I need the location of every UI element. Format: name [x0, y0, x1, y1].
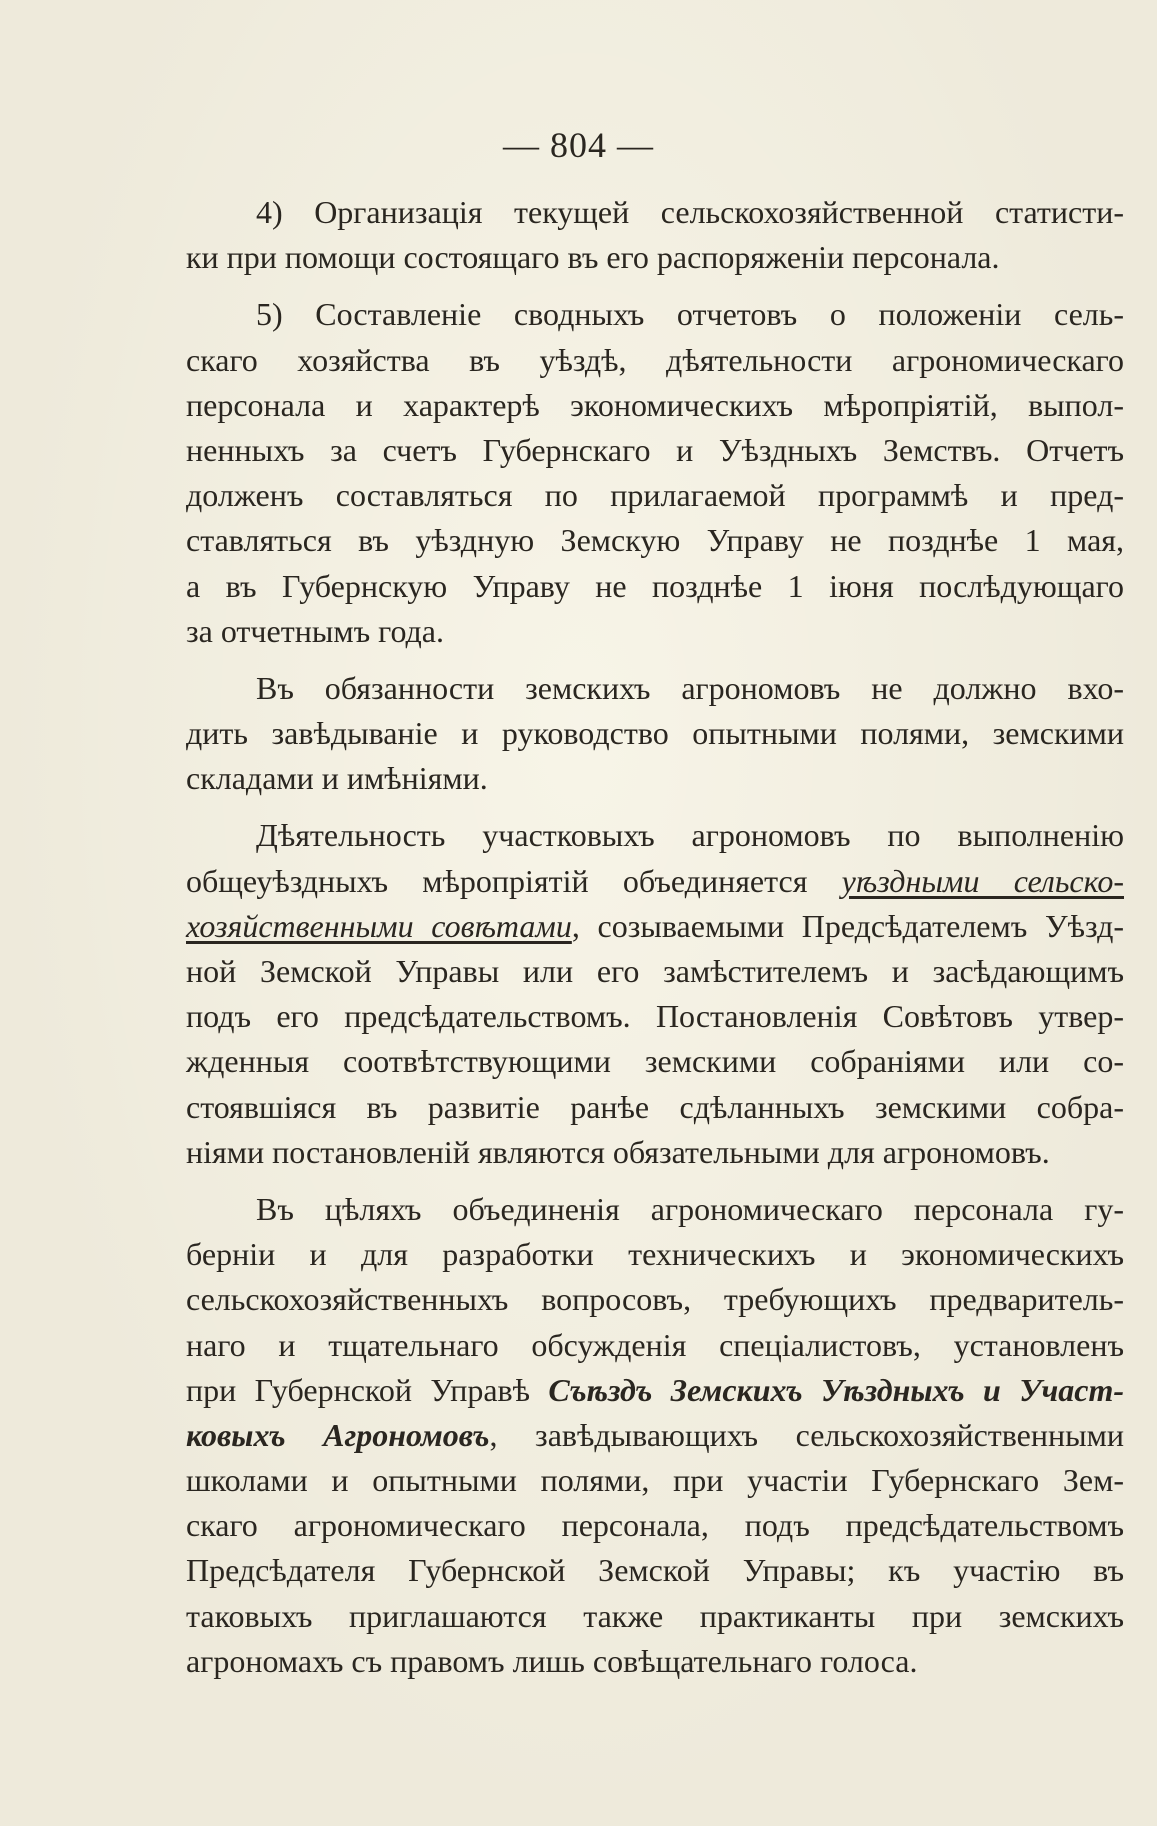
text-line: Дѣятельность участковыхъ агрономовъ по выполненію [256, 817, 1124, 854]
paragraph-congress [186, 1187, 1124, 1684]
body-text [186, 190, 1124, 1684]
page-number: — 804 — [503, 125, 654, 165]
text-line: школами и опытными полями, при участіи Губернскаго Зем- [186, 1462, 1124, 1499]
text-line: скаго агрономическаго персонала, подъ предсѣдательствомъ [186, 1507, 1124, 1544]
text-line: ной Земской Управы или его замѣстителемъ и засѣдающимъ [186, 953, 1124, 989]
text-line: хозяйственными совѣтами, созываемыми Предсѣдателемъ Уѣзд- [186, 907, 1124, 944]
paragraph-item-4 [186, 190, 1124, 280]
paragraph-duties [186, 666, 1124, 802]
text-line: Предсѣдателя Губернской Земской Управы; къ участію въ [186, 1552, 1124, 1589]
emphasized-term: ковыхъ Агрономовъ [186, 1416, 490, 1453]
text-line: складами и имѣніями. [186, 760, 488, 797]
text-line: таковыхъ приглашаются также практиканты при земскихъ [186, 1597, 1124, 1634]
text-line: дить завѣдываніе и руководство опытными полями, земскими [186, 715, 1124, 752]
emphasized-term: Съѣздъ Земскихъ Уѣздныхъ и Участ- [548, 1371, 1125, 1408]
text-line: при Губернской Управѣ Съѣздъ Земскихъ Уѣздныхъ и Участ- [186, 1371, 1125, 1408]
text-line: 5) Составленіе сводныхъ отчетовъ о положеніи сель- [256, 296, 1124, 333]
text-line: долженъ составляться по прилагаемой программѣ и пред- [186, 477, 1124, 514]
text-line: жденныя соотвѣтствующими земскими собраніями или со- [186, 1043, 1124, 1080]
text-line: ки при помощи состоящаго въ его распоряженіи персонала. [186, 239, 1000, 276]
text-line: Въ цѣляхъ объединенія агрономическаго персонала гу- [256, 1190, 1124, 1227]
text-line: агрономахъ съ правомъ лишь совѣщательнаго голоса. [186, 1642, 918, 1679]
text-line: сельскохозяйственныхъ вопросовъ, требующихъ предваритель- [186, 1281, 1124, 1318]
paragraph-councils [186, 813, 1124, 1175]
text-line: ненныхъ за счетъ Губернскаго и Уѣздныхъ Земствъ. Отчетъ [186, 431, 1124, 468]
text-line: наго и тщательнаго обсужденія спеціалистовъ, установленъ [186, 1326, 1124, 1363]
text-line: ставляться въ уѣздную Земскую Управу не позднѣе 1 мая, [186, 522, 1124, 559]
text-line: ковыхъ Агрономовъ, завѣдывающихъ сельскохозяйственными [186, 1416, 1124, 1453]
text-line: берніи и для разработки техническихъ и экономическихъ [186, 1236, 1124, 1273]
text-line: ніями постановленій являются обязательными для агрономовъ. [186, 1133, 1050, 1170]
text-line: 4) Организація текущей сельскохозяйственной статисти- [256, 194, 1124, 230]
text-line: скаго хозяйства въ уѣздѣ, дѣятельности агрономическаго [186, 341, 1124, 378]
emphasized-term: хозяйственными совѣтами [186, 907, 572, 944]
text-line: Въ обязанности земскихъ агрономовъ не должно вхо- [256, 669, 1124, 706]
text-line: а въ Губернскую Управу не позднѣе 1 іюня послѣдующаго [186, 567, 1124, 604]
text-line: общеуѣздныхъ мѣропріятій объединяется уѣздными сельско- [186, 862, 1124, 899]
text-line: подъ его предсѣдательствомъ. Постановленія Совѣтовъ утвер- [186, 998, 1124, 1035]
text-line: стоявшіяся въ развитіе ранѣе сдѣланныхъ земскими собра- [186, 1088, 1124, 1125]
text-line: за отчетнымъ года. [186, 612, 444, 649]
paragraph-item-5 [186, 292, 1124, 654]
emphasized-term: уѣздными сельско- [841, 862, 1124, 899]
text-line: персонала и характерѣ экономическихъ мѣропріятій, выпол- [186, 386, 1124, 423]
